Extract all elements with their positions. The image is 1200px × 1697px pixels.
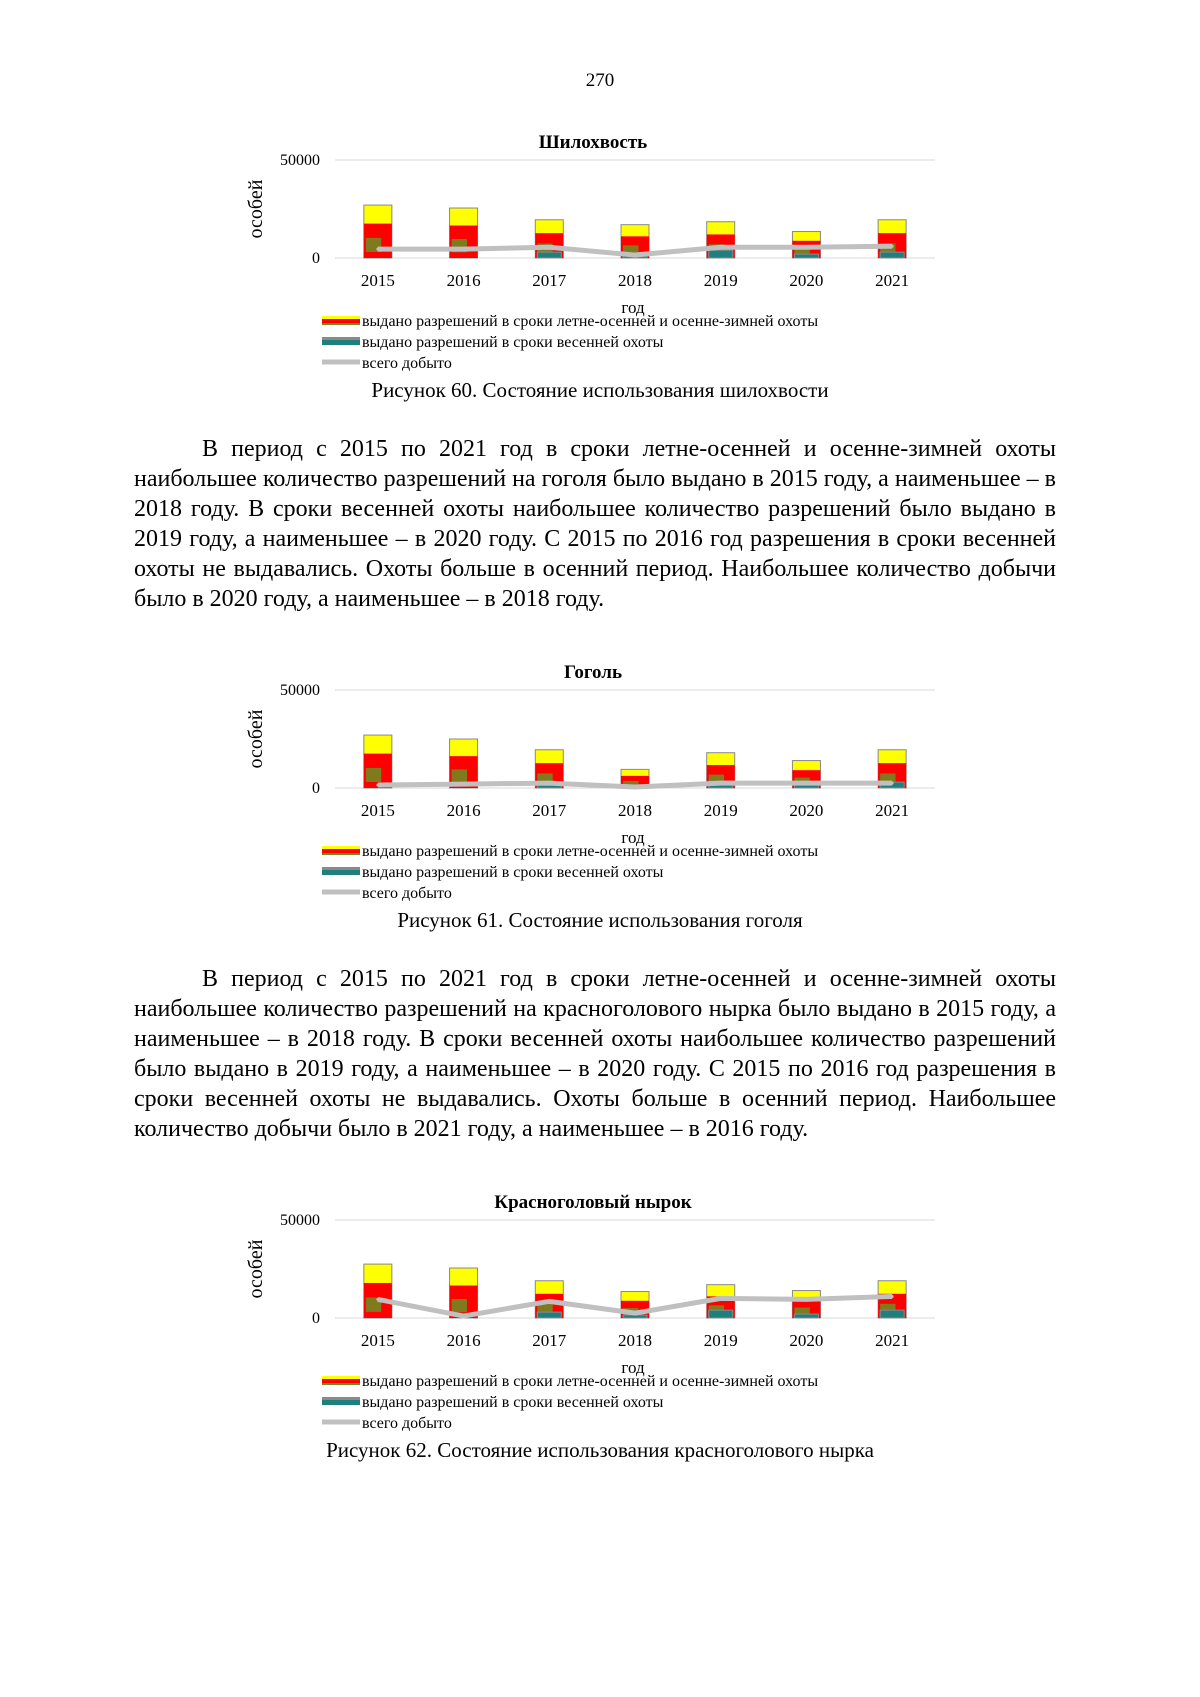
line-total-point bbox=[891, 245, 894, 248]
line-total-point bbox=[376, 784, 379, 787]
line-total-point bbox=[634, 1312, 637, 1315]
x-axis-label: год bbox=[621, 828, 645, 847]
line-total-point bbox=[891, 782, 894, 785]
bar-autumn-olive-segment bbox=[366, 768, 381, 782]
legend-swatch-spring bbox=[322, 867, 360, 870]
legend-swatch-spring bbox=[322, 1397, 360, 1400]
y-tick-label: 50000 bbox=[280, 152, 320, 169]
chart-svg bbox=[240, 128, 960, 413]
line-total-point bbox=[805, 782, 808, 785]
legend-swatch-autumn bbox=[322, 853, 360, 855]
line-total-point bbox=[462, 248, 465, 251]
chart-title: Красноголовый нырок bbox=[494, 1192, 692, 1213]
line-total-point bbox=[719, 782, 722, 785]
figure-caption-60: Рисунок 60. Состояние использования шилохвости bbox=[371, 378, 829, 402]
bar-spring bbox=[709, 250, 733, 258]
line-total-point bbox=[719, 1297, 722, 1300]
x-tick-label: 2018 bbox=[618, 801, 652, 820]
line-total-point bbox=[719, 246, 722, 249]
line-total-point bbox=[548, 782, 551, 785]
page-number: 270 bbox=[585, 70, 615, 91]
y-axis-label: особей bbox=[245, 1239, 267, 1299]
x-tick-label: 2015 bbox=[360, 801, 395, 820]
bar-spring bbox=[880, 252, 904, 258]
bar-spring bbox=[537, 1312, 561, 1318]
paragraph-gogol: В период с 2015 по 2021 год в сроки летне-осенней и осенне-зимней охоты наибольшее количество разрешений на гоголя было выдано в 2015 году, а наименьшее – в 2018 году. В сроки весенней охоты наибольшее количество разрешений было выдано в 2019 году, а наименьшее – в 2020 году. С 2015 по 2016 год разрешения в сроки весенней охоты не выдавались. Охоты больше в осенний период. Наибольшее количество добычи было в 2020 году, а наименьшее – в 2018 году. bbox=[134, 436, 1056, 612]
x-tick-label: 2016 bbox=[446, 801, 481, 820]
x-tick-label: 2019 bbox=[703, 271, 738, 290]
bar-spring bbox=[794, 254, 818, 258]
x-tick-label: 2016 bbox=[446, 1331, 481, 1350]
x-tick-label: 2018 bbox=[618, 271, 652, 290]
legend-swatch-spring bbox=[322, 340, 360, 345]
legend-swatch-autumn bbox=[322, 319, 360, 323]
x-tick-label: 2019 bbox=[703, 1331, 738, 1350]
chart-title: Гоголь bbox=[563, 662, 623, 683]
x-tick-label: 2016 bbox=[446, 271, 481, 290]
bar-spring bbox=[537, 252, 561, 258]
x-tick-label: 2019 bbox=[703, 801, 738, 820]
x-tick-label: 2020 bbox=[789, 801, 824, 820]
bar-autumn-olive-segment bbox=[452, 1299, 467, 1312]
chart-shilokhvost bbox=[240, 128, 960, 413]
chart-svg bbox=[240, 658, 960, 943]
chart-title: Шилохвость bbox=[538, 132, 648, 153]
legend-total: всего добыто bbox=[362, 1415, 452, 1432]
x-tick-label: 2021 bbox=[875, 801, 910, 820]
legend-swatch-spring bbox=[322, 870, 360, 875]
line-total-point bbox=[462, 1315, 465, 1318]
legend-swatch-autumn bbox=[322, 1383, 360, 1385]
figure-caption-61: Рисунок 61. Состояние использования гоголя bbox=[397, 908, 803, 932]
bar-spring bbox=[709, 1310, 733, 1318]
x-tick-label: 2017 bbox=[532, 271, 567, 290]
figure-caption-62: Рисунок 62. Состояние использования красноголового нырка bbox=[326, 1438, 874, 1462]
legend-total: всего добыто bbox=[362, 885, 452, 902]
legend-swatch-autumn bbox=[322, 1376, 360, 1379]
legend-swatch-spring bbox=[322, 1400, 360, 1405]
y-axis-label: особей bbox=[245, 709, 267, 769]
bar-spring bbox=[880, 1310, 904, 1318]
line-total-point bbox=[376, 248, 379, 251]
bar-spring bbox=[794, 1314, 818, 1318]
y-axis-label: особей bbox=[245, 179, 267, 239]
x-tick-label: 2021 bbox=[875, 271, 910, 290]
line-total-point bbox=[462, 783, 465, 786]
legend-swatch-autumn bbox=[322, 316, 360, 319]
legend-swatch-spring bbox=[322, 337, 360, 340]
legend-autumn: выдано разрешений в сроки летне-осенней и осенне-зимней охоты bbox=[362, 313, 819, 330]
x-tick-label: 2017 bbox=[532, 801, 567, 820]
y-tick-label: 0 bbox=[312, 1310, 320, 1327]
x-axis-label: год bbox=[621, 1358, 645, 1377]
paragraph-krasnogolovy-nyrok: В период с 2015 по 2021 год в сроки летне-осенней и осенне-зимней охоты наибольшее количество разрешений на красноголового нырка было выдано в 2015 году, а наименьшее – в 2018 году. В сроки весенней охоты наибольшее количество разрешений было выдано в 2019 году, а наименьшее – в 2020 году. С 2015 по 2016 год разрешения в сроки весенней охоты не выдавались. Охоты больше в осенний период. Наибольшее количество добычи было в 2021 году, а наименьшее – в 2016 году. bbox=[134, 966, 1056, 1142]
legend-spring: выдано разрешений в сроки весенней охоты bbox=[362, 1394, 664, 1411]
chart-svg bbox=[240, 1188, 960, 1473]
line-total-point bbox=[548, 1300, 551, 1303]
line-total-point bbox=[805, 1298, 808, 1301]
chart-gogol bbox=[240, 658, 960, 943]
line-total-point bbox=[805, 246, 808, 249]
legend-total: всего добыто bbox=[362, 355, 452, 372]
legend-swatch-autumn bbox=[322, 846, 360, 849]
y-tick-label: 0 bbox=[312, 250, 320, 267]
legend-swatch-autumn bbox=[322, 323, 360, 325]
x-tick-label: 2021 bbox=[875, 1331, 910, 1350]
bar-autumn-olive-segment bbox=[452, 769, 467, 782]
y-tick-label: 50000 bbox=[280, 1212, 320, 1229]
x-tick-label: 2020 bbox=[789, 1331, 824, 1350]
legend-spring: выдано разрешений в сроки весенней охоты bbox=[362, 334, 664, 351]
legend-autumn: выдано разрешений в сроки летне-осенней и осенне-зимней охоты bbox=[362, 843, 819, 860]
line-total-point bbox=[376, 1298, 379, 1301]
legend-spring: выдано разрешений в сроки весенней охоты bbox=[362, 864, 664, 881]
x-tick-label: 2018 bbox=[618, 1331, 652, 1350]
x-tick-label: 2015 bbox=[360, 271, 395, 290]
y-tick-label: 0 bbox=[312, 780, 320, 797]
line-total-point bbox=[548, 246, 551, 249]
line-total-point bbox=[891, 1295, 894, 1298]
y-tick-label: 50000 bbox=[280, 682, 320, 699]
x-tick-label: 2020 bbox=[789, 271, 824, 290]
chart-krasnogolovy-nyrok bbox=[240, 1188, 960, 1473]
x-axis-label: год bbox=[621, 298, 645, 317]
legend-swatch-autumn bbox=[322, 849, 360, 853]
line-total-point bbox=[634, 786, 637, 789]
legend-swatch-autumn bbox=[322, 1379, 360, 1383]
legend-autumn: выдано разрешений в сроки летне-осенней и осенне-зимней охоты bbox=[362, 1373, 819, 1390]
line-total-point bbox=[634, 254, 637, 257]
x-tick-label: 2017 bbox=[532, 1331, 567, 1350]
x-tick-label: 2015 bbox=[360, 1331, 395, 1350]
